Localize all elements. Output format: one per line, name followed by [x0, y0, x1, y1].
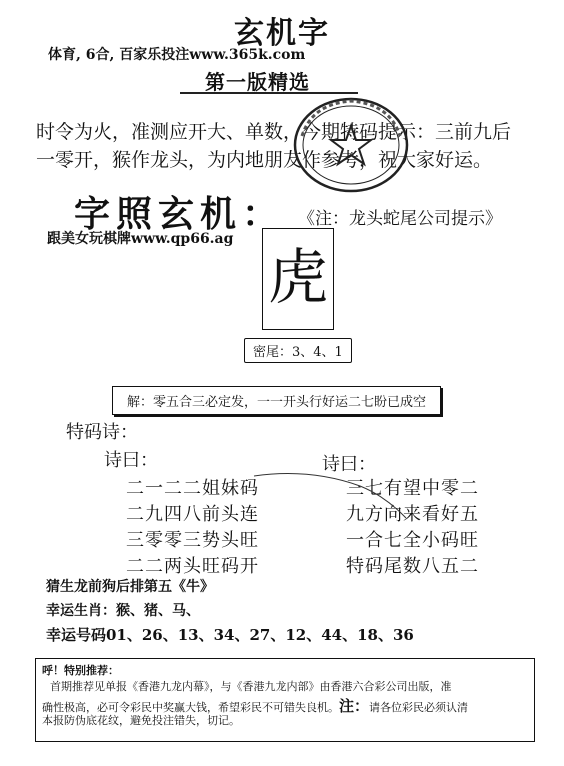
pen-mark [250, 468, 410, 528]
poem-right-line: 九方向来看好五 [346, 504, 479, 525]
poem-left-line: 二二两头旺码开 [126, 556, 259, 577]
puzzle-character: 虎 [268, 243, 328, 313]
footer-line-2-text: 确性极高，必可令彩民中奖赢大钱，希望彩民不可错失良机。 [42, 701, 339, 714]
poem-label: 特码诗： [66, 422, 138, 443]
footer-line-1: 首期推荐见单报《香港九龙内幕》，与《香港九龙内部》由香港六合彩公司出版，准 [50, 680, 452, 693]
page-title: 玄机字 [234, 16, 330, 51]
edition-underline [180, 92, 358, 94]
footer-note-label: 注： [339, 697, 370, 715]
explanation-box: 解：零五合三必定发，一一开头行好运二七盼已成空 [112, 386, 441, 415]
poem-left-line: 二九四八前头连 [126, 504, 259, 525]
intro-line-2: 一零开，猴作龙头，为内地朋友作参考，祝大家好运。 [36, 149, 493, 171]
puzzle-title: 字照玄机： [74, 193, 285, 235]
lucky-numbers: 幸运号码01、26、13、34、27、12、44、18、36 [46, 626, 414, 644]
intro-paragraph [36, 118, 536, 174]
tail-hint: 密尾：3、4、1 [244, 338, 352, 363]
seal-stamp [292, 96, 410, 194]
poem-right-line: 特码尾数八五二 [346, 556, 479, 577]
poem-right-line: 一合七全小码旺 [346, 530, 479, 551]
footer-line-3: 本报防伪底花纹，避免投注错失，切记。 [42, 714, 240, 727]
edition-heading: 第一版精选 [205, 70, 310, 94]
footer-note-rest: 请各位彩民必须认清 [369, 701, 469, 714]
ad-line-qp66: 跟美女玩棋牌www.qp66.ag [47, 231, 234, 247]
poem-right-title: 诗曰： [322, 454, 376, 475]
puzzle-note: 《注：龙头蛇尾公司提示》 [298, 209, 502, 229]
footer-label: 呼！特别推荐： [42, 664, 119, 677]
intro-line-1: 时令为火，准测应开大、单数，今期特码提示：三前九后 [36, 121, 512, 143]
poem-left-line: 三零零三势头旺 [126, 530, 259, 551]
ad-line-365k: 体育, 6合, 百家乐投注www.365k.com [48, 47, 306, 63]
poem-left-title: 诗曰： [104, 450, 158, 471]
zodiac-line: 猜生龙前狗后排第五《牛》 [46, 579, 214, 595]
lucky-zodiac: 幸运生肖：猴、猪、马、 [46, 603, 200, 619]
poem-left-line: 二一二二姐妹码 [126, 478, 259, 499]
poem-right-line: 三七有望中零二 [346, 478, 479, 499]
